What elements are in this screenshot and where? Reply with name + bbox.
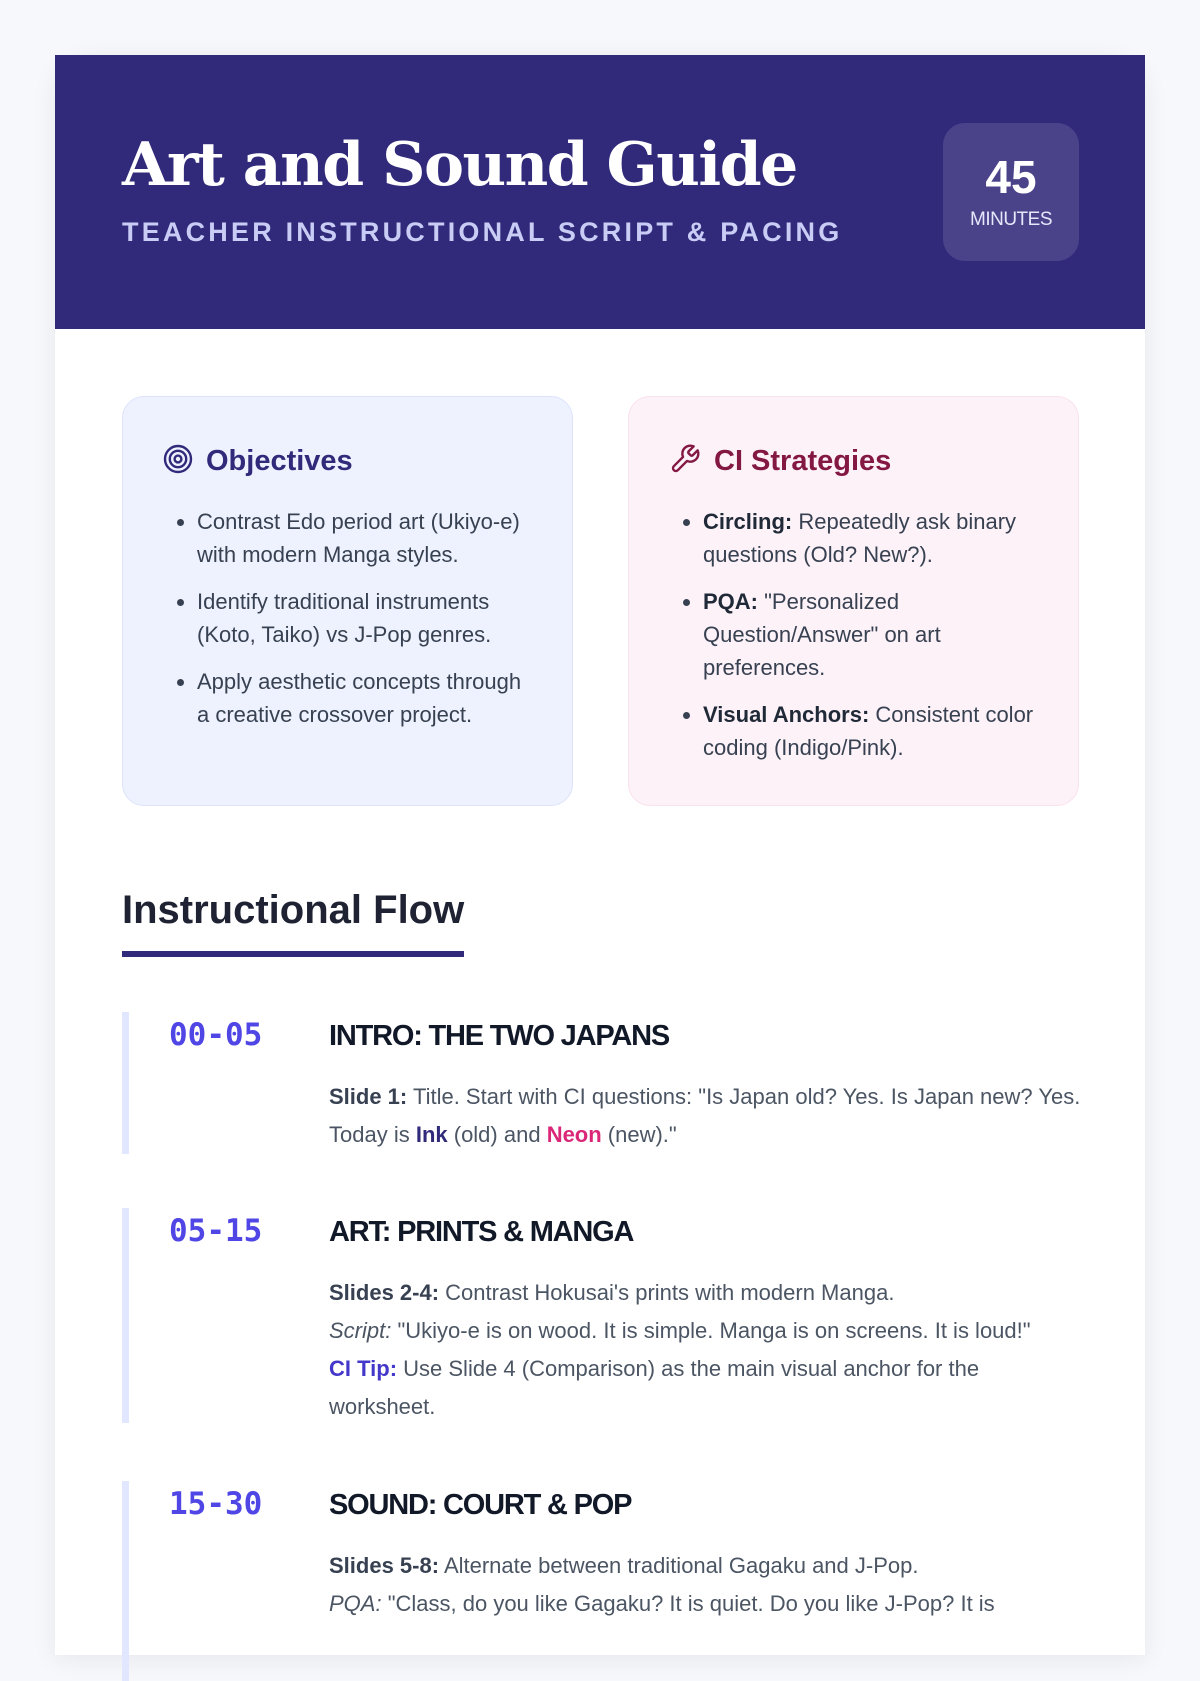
step-body	[329, 1274, 1089, 1426]
neon-highlight: Neon	[546, 1122, 602, 1147]
objectives-list	[163, 505, 532, 731]
step-text: Title. Start with CI questions: "Is Japan old? Yes. Is Japan new? Yes. Today is	[329, 1084, 1081, 1147]
script-label: Script:	[329, 1318, 392, 1343]
ci-strategies-list	[669, 505, 1038, 764]
strategy-term: Visual Anchors:	[703, 702, 870, 727]
step-text: Alternate between traditional Gagaku and J-Pop.	[439, 1553, 919, 1578]
slide-label: Slide 1:	[329, 1084, 408, 1109]
strategy-text: Repeatedly ask binary questions (Old? New?).	[703, 509, 1017, 567]
flow-step-sound	[122, 1481, 1079, 1681]
step-heading: SOUND: COURT & POP	[329, 1489, 632, 1521]
objective-item: • Contrast Edo period art (Ukiyo-e) with modern Manga styles.	[197, 505, 532, 571]
step-text: "Class, do you like Gagaku? It is quiet. Do you like J-Pop? It is	[381, 1591, 995, 1616]
flow-step-intro	[122, 1012, 1079, 1154]
step-text: Contrast Hokusai's prints with modern Manga.	[439, 1280, 895, 1305]
strategy-term: Circling:	[703, 509, 793, 534]
step-line	[329, 1274, 1089, 1312]
info-boxes	[122, 396, 1079, 806]
step-line	[329, 1547, 1089, 1585]
step-time: 00-05	[169, 1017, 263, 1053]
ink-highlight: Ink	[415, 1122, 448, 1147]
step-time: 05-15	[169, 1213, 263, 1249]
duration-value: 45	[985, 151, 1037, 203]
duration-badge	[943, 123, 1079, 261]
strategy-item	[703, 505, 1038, 571]
step-line	[329, 1350, 1089, 1426]
step-text: (new)."	[601, 1122, 677, 1147]
objectives-title: Objectives	[206, 444, 353, 477]
ci-strategies-header	[669, 441, 1038, 481]
objectives-header	[163, 441, 532, 481]
ci-strategies-box	[628, 396, 1079, 806]
strategy-text: Consistent color coding (Indigo/Pink).	[703, 702, 1034, 760]
target-icon	[163, 444, 193, 479]
pqa-label: PQA:	[329, 1591, 382, 1616]
strategy-text: "Personalized Question/Answer" on art preferences.	[703, 589, 941, 680]
ci-strategies-title: CI Strategies	[714, 444, 892, 477]
step-text: "Ukiyo-e is on wood. It is simple. Manga is on screens. It is loud!"	[391, 1318, 1031, 1343]
step-heading: ART: PRINTS & MANGA	[329, 1216, 634, 1248]
guide-card	[55, 55, 1145, 1655]
strategy-term: PQA:	[703, 589, 758, 614]
ci-tip-label: CI Tip:	[329, 1356, 398, 1381]
strategy-item	[703, 585, 1038, 684]
step-line	[329, 1312, 1089, 1350]
step-body	[329, 1078, 1089, 1154]
header-banner	[55, 55, 1145, 329]
objectives-box	[122, 396, 573, 806]
duration-unit: MINUTES	[970, 209, 1052, 230]
wrench-icon	[669, 443, 701, 480]
step-body	[329, 1547, 1089, 1623]
strategy-item	[703, 698, 1038, 764]
objective-item: • Apply aesthetic concepts through a creative crossover project.	[197, 665, 532, 731]
objective-item: • Identify traditional instruments (Koto, Taiko) vs J-Pop genres.	[197, 585, 532, 651]
slide-label: Slides 2-4:	[329, 1280, 440, 1305]
step-heading: INTRO: THE TWO JAPANS	[329, 1020, 669, 1052]
step-text: (old) and	[447, 1122, 547, 1147]
slide-label: Slides 5-8:	[329, 1553, 440, 1578]
page-title: Art and Sound Guide	[122, 130, 797, 200]
step-time: 15-30	[169, 1486, 263, 1522]
step-line	[329, 1585, 1089, 1623]
step-text: Use Slide 4 (Comparison) as the main visual anchor for the worksheet.	[329, 1356, 980, 1419]
flow-step-art	[122, 1208, 1079, 1423]
page-subtitle: TEACHER INSTRUCTIONAL SCRIPT & PACING	[122, 217, 843, 247]
flow-title: Instructional Flow	[122, 888, 465, 932]
flow-title-underline	[122, 951, 464, 957]
